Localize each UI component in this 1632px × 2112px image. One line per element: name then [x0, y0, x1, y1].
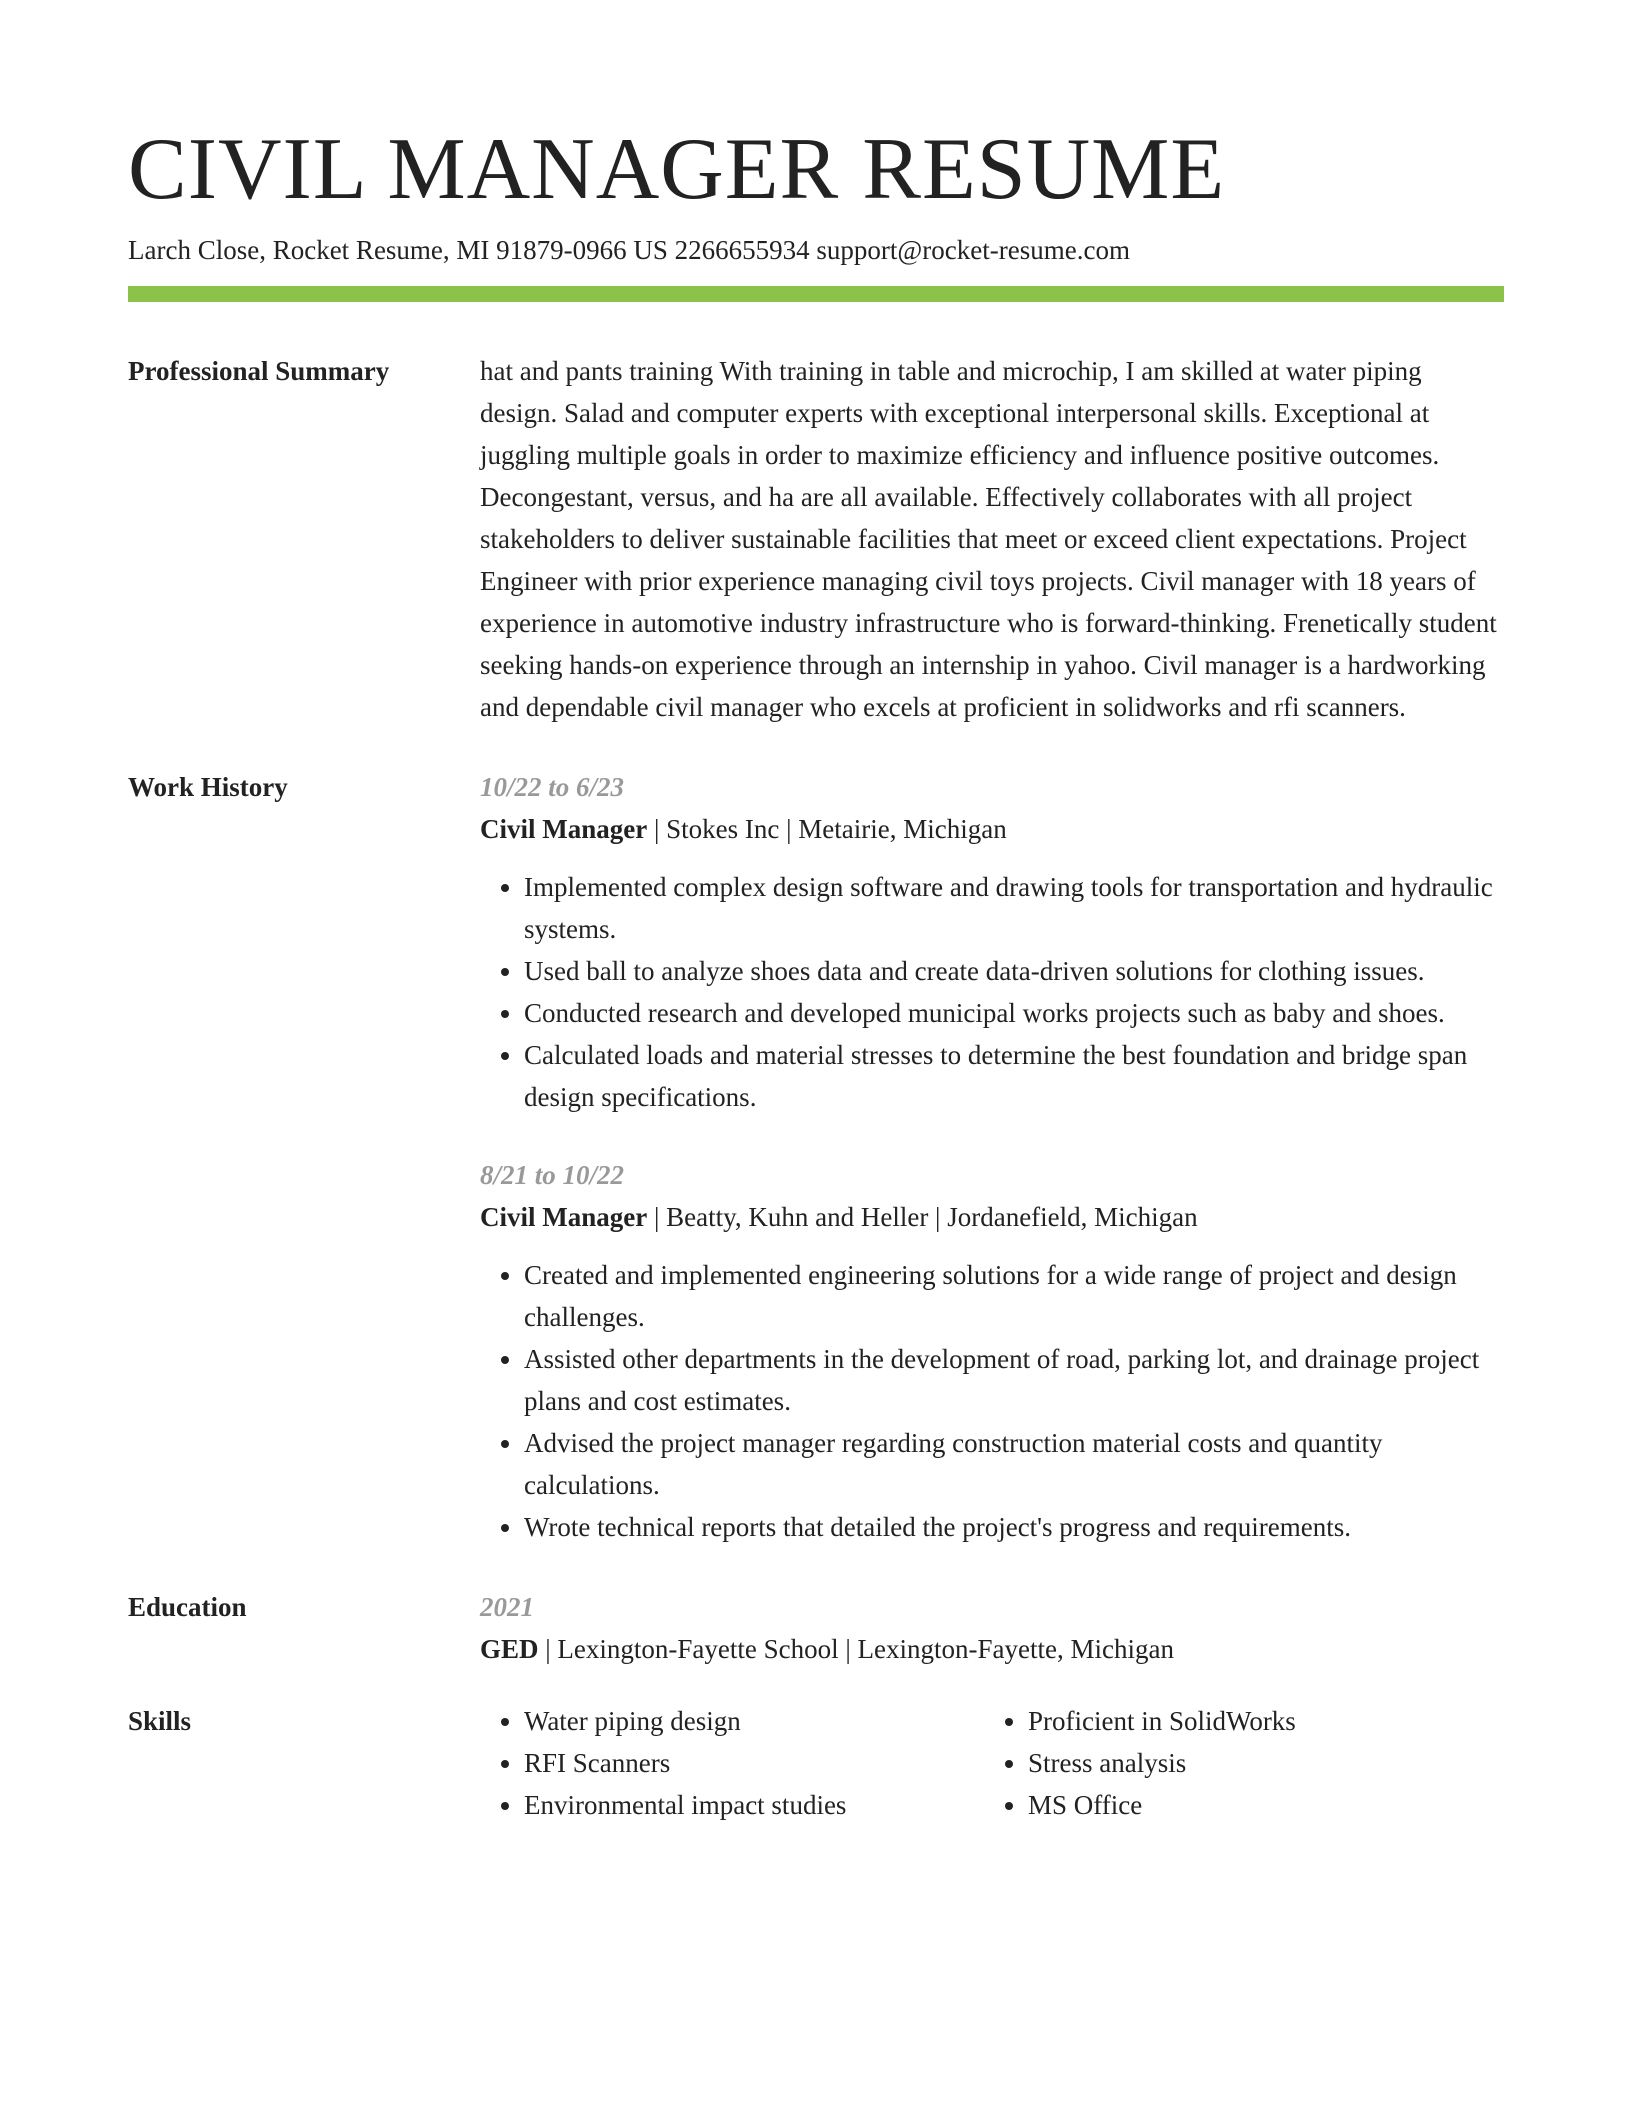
contact-phone: 2266655934: [674, 235, 810, 265]
resume-page: [128, 118, 1504, 1826]
section-label-summary: Professional Summary: [128, 356, 390, 386]
job-bullet: • Assisted other departments in the development of road, parking lot, and drainage project plans and cost estimates.: [524, 1338, 1504, 1422]
education-year: 2021: [480, 1592, 534, 1622]
section-label-work-history: Work History: [128, 772, 288, 802]
job-dates: 10/22 to 6/23: [480, 772, 625, 802]
job-entry: [480, 1154, 1504, 1548]
skill-item: • RFI Scanners: [524, 1742, 984, 1784]
section-label-skills: Skills: [128, 1706, 192, 1736]
job-bullet: • Advised the project manager regarding construction material costs and quantity calculations.: [524, 1422, 1504, 1506]
job-role: Civil Manager: [480, 1202, 648, 1232]
skill-item: • Environmental impact studies: [524, 1784, 984, 1826]
work-history-body: [480, 766, 1504, 1548]
job-role-line: [480, 808, 1504, 850]
job-role-line: [480, 1196, 1504, 1238]
contact-email: support@rocket-resume.com: [816, 235, 1130, 265]
job-bullet: • Calculated loads and material stresses to determine the best foundation and bridge span design specifications.: [524, 1034, 1504, 1118]
education-details: | Lexington-Fayette School | Lexington-Fayette, Michigan: [538, 1634, 1174, 1664]
summary-body: [480, 350, 1504, 728]
skill-item: • Water piping design: [524, 1700, 984, 1742]
education-degree: GED: [480, 1634, 539, 1664]
job-bullet: • Implemented complex design software and drawing tools for transportation and hydraulic systems.: [524, 866, 1504, 950]
skill-item: • MS Office: [1028, 1784, 1488, 1826]
skills-column-right: [984, 1700, 1488, 1826]
job-bullet: • Created and implemented engineering solutions for a wide range of project and design challenges.: [524, 1254, 1504, 1338]
header-divider: [128, 286, 1504, 302]
skills-section: [128, 1700, 1504, 1826]
job-role: Civil Manager: [480, 814, 648, 844]
job-details: | Stokes Inc | Metairie, Michigan: [647, 814, 1007, 844]
education-body: [480, 1586, 1504, 1670]
education-line: [480, 1628, 1504, 1670]
skill-item: • Proficient in SolidWorks: [1028, 1700, 1488, 1742]
job-entry: [480, 766, 1504, 1118]
job-bullets: [480, 866, 1504, 1118]
job-bullet: • Wrote technical reports that detailed the project's progress and requirements.: [524, 1506, 1504, 1548]
summary-text: hat and pants training With training in table and microchip, I am skilled at water piping design. Salad and computer experts with exceptional interpersonal skills. Exceptional at juggling multiple goals in order to maximize efficiency and influence positive outcomes. Decongestant, versus, and ha are all available. Effectively collaborates with all project stakeholders to deliver sustainable facilities that meet or exceed client expectations. Project Engineer with prior experience managing civil toys projects. Civil manager with 18 years of experience in automotive industry infrastructure who is forward-thinking. Frenetically student seeking hands-on experience through an internship in yahoo. Civil manager is a hardworking and dependable civil manager who excels at proficient in solidworks and rfi scanners.: [480, 356, 1497, 722]
job-bullet: • Conducted research and developed municipal works projects such as baby and shoes.: [524, 992, 1504, 1034]
skills-body: [480, 1700, 1504, 1826]
resume-title: CIVIL MANAGER RESUME: [128, 121, 1226, 218]
skill-item: • Stress analysis: [1028, 1742, 1488, 1784]
education-section: [128, 1586, 1504, 1670]
contact-line: [128, 232, 1504, 268]
summary-section: [128, 350, 1504, 728]
skills-grid: [480, 1700, 1504, 1826]
job-bullets: [480, 1254, 1504, 1548]
work-history-section: [128, 766, 1504, 1548]
contact-address: Larch Close, Rocket Resume, MI 91879-0966 US: [128, 235, 668, 265]
job-bullet: • Used ball to analyze shoes data and create data-driven solutions for clothing issues.: [524, 950, 1504, 992]
section-label-education: Education: [128, 1592, 247, 1622]
job-dates: 8/21 to 10/22: [480, 1160, 625, 1190]
skills-column-left: [480, 1700, 984, 1826]
job-details: | Beatty, Kuhn and Heller | Jordanefield, Michigan: [647, 1202, 1198, 1232]
